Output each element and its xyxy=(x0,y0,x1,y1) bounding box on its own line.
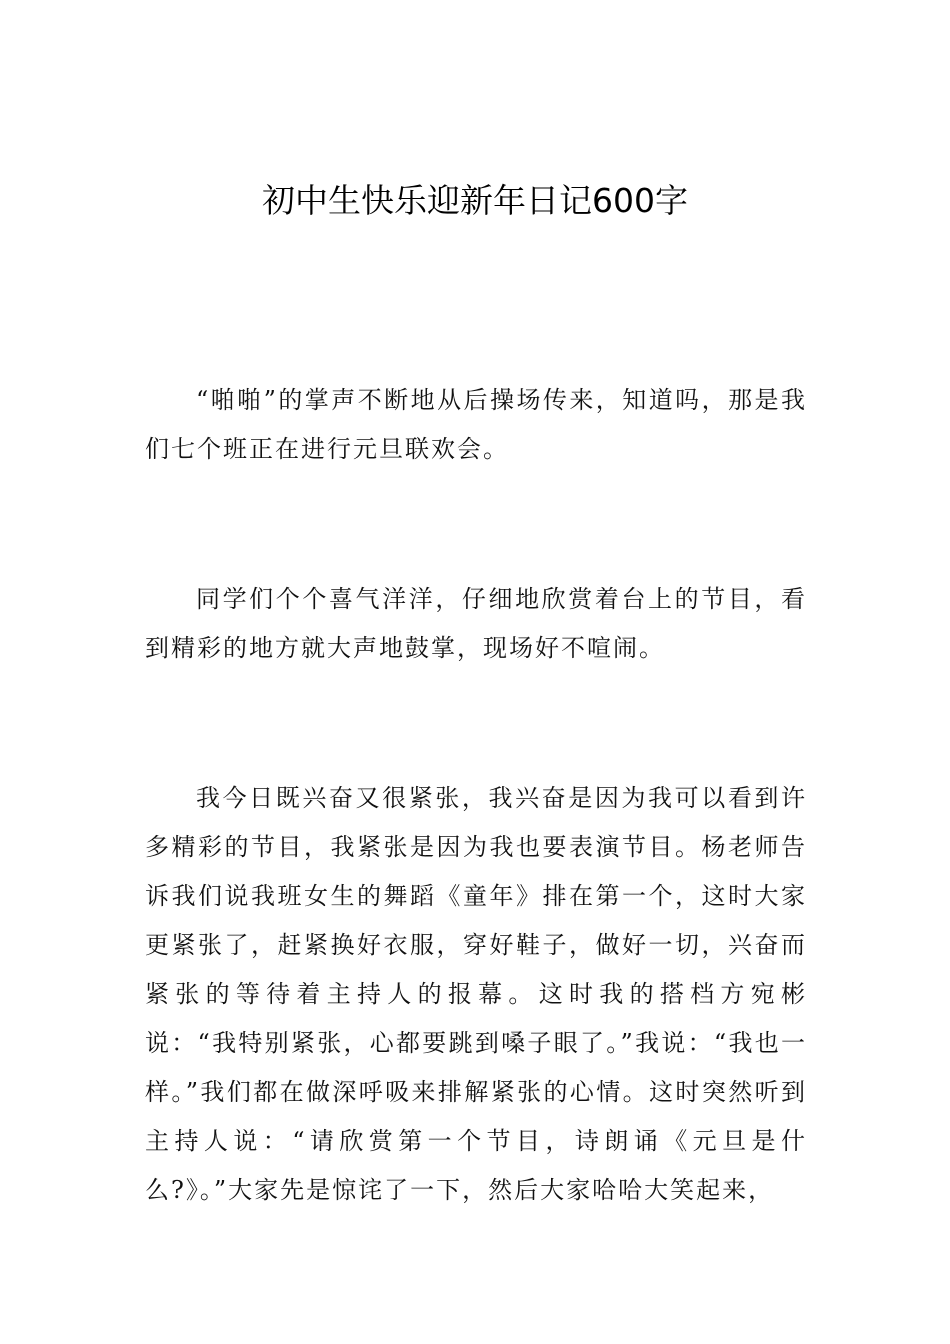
document-title: 初中生快乐迎新年日记600字 xyxy=(262,181,688,220)
paragraph-audience: 同学们个个喜气洋洋，仔细地欣赏着台上的节目，看到精彩的地方就大声地鼓掌，现场好不喧闹。 xyxy=(145,585,807,662)
paragraph-applause: “啪啪”的掌声不断地从后操场传来，知道吗，那是我们七个班正在进行元旦联欢会。 xyxy=(145,386,807,463)
paragraph-performance: 我今日既兴奋又很紧张，我兴奋是因为我可以看到许多精彩的节目，我紧张是因为我也要表演节目。杨老师告诉我们说我班女生的舞蹈《童年》排在第一个，这时大家更紧张了，赶紧换好衣服，穿好鞋子，做好一切，兴奋而紧张的等待着主持人的报幕。这时我的搭档方宛彬说：“我特别紧张，心都要跳到嗓子眼了。”我说：“我也一样。”我们都在做深呼吸来排解紧张的心情。这时突然听到主持人说：“请欣赏第一个节目，诗朗诵《元旦是什么?》。”大家先是惊诧了一下，然后大家哈哈大笑起来， xyxy=(145,784,807,1204)
